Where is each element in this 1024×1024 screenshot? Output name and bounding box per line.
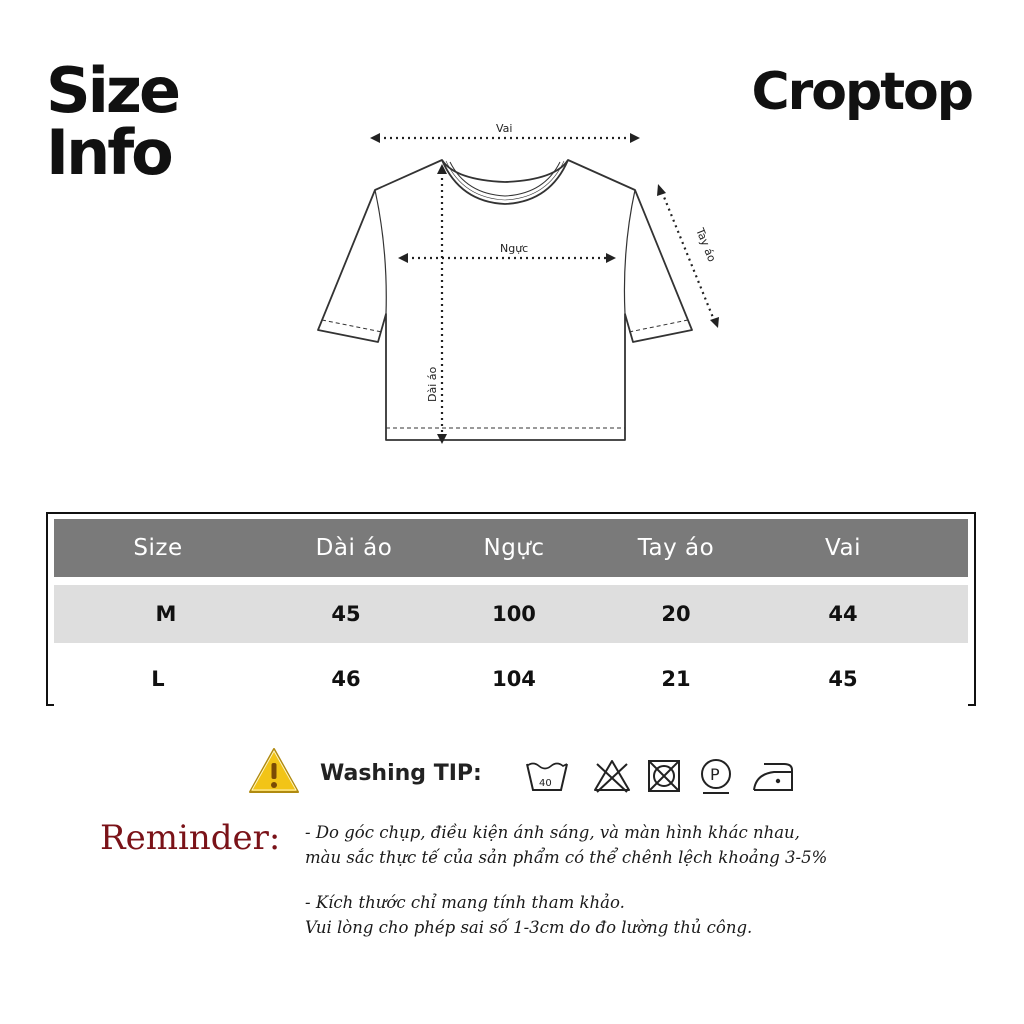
column-header-chest: Ngực [483, 535, 545, 561]
shirt-diagram [300, 110, 740, 455]
wash-temp-label: 40 [539, 778, 552, 789]
column-header-shoulder: Vai [825, 535, 861, 561]
title-line-size: Size [46, 54, 179, 127]
iron-low-icon [750, 758, 796, 794]
table-cell: 21 [661, 667, 691, 691]
page-title [46, 54, 179, 189]
reminder-label: Reminder: [100, 818, 281, 858]
column-header-length: Dài áo [315, 535, 393, 561]
table-row [54, 650, 968, 708]
no-bleach-icon [592, 758, 632, 794]
column-header-sleeve: Tay áo [637, 535, 715, 561]
table-cell: 20 [661, 602, 691, 626]
reminder-note-line: - Do góc chụp, điều kiện ánh sáng, và màn hình khác nhau, [305, 823, 800, 842]
size-table [46, 512, 976, 706]
title-line-info: Info [46, 116, 171, 189]
wash-40-icon [524, 758, 570, 794]
table-cell: L [151, 667, 165, 691]
product-title: Croptop [751, 62, 972, 122]
reminder-note-line: màu sắc thực tế của sản phẩm có thể chênh lệch khoảng 3-5% [305, 848, 828, 867]
column-header-size: Size [133, 535, 183, 561]
sleeve-label: Tay áo [693, 226, 719, 264]
table-cell: M [155, 602, 177, 626]
washing-label: Washing TIP: [320, 761, 482, 786]
table-cell: 44 [828, 602, 858, 626]
shoulder-label: Vai [496, 122, 513, 135]
table-cell: 45 [331, 602, 361, 626]
table-cell: 46 [331, 667, 361, 691]
table-header-row [54, 519, 968, 577]
reminder-note-line: Vui lòng cho phép sai số 1-3cm do đo lường thủ công. [305, 918, 753, 937]
reminder-notes [305, 820, 985, 940]
table-cell: 104 [492, 667, 536, 691]
length-label: Dài áo [426, 366, 439, 402]
dry-clean-p-icon [698, 757, 734, 795]
no-tumble-dry-icon [646, 758, 682, 794]
shirt-outline [318, 160, 692, 440]
warning-icon [248, 746, 300, 796]
chest-label: Ngực [500, 242, 529, 255]
reminder-note-line: - Kích thước chỉ mang tính tham khảo. [305, 893, 625, 912]
svg-text:P: P [710, 765, 720, 784]
washing-tips [248, 746, 808, 806]
table-cell: 45 [828, 667, 858, 691]
table-row [54, 585, 968, 643]
table-cell: 100 [492, 602, 536, 626]
